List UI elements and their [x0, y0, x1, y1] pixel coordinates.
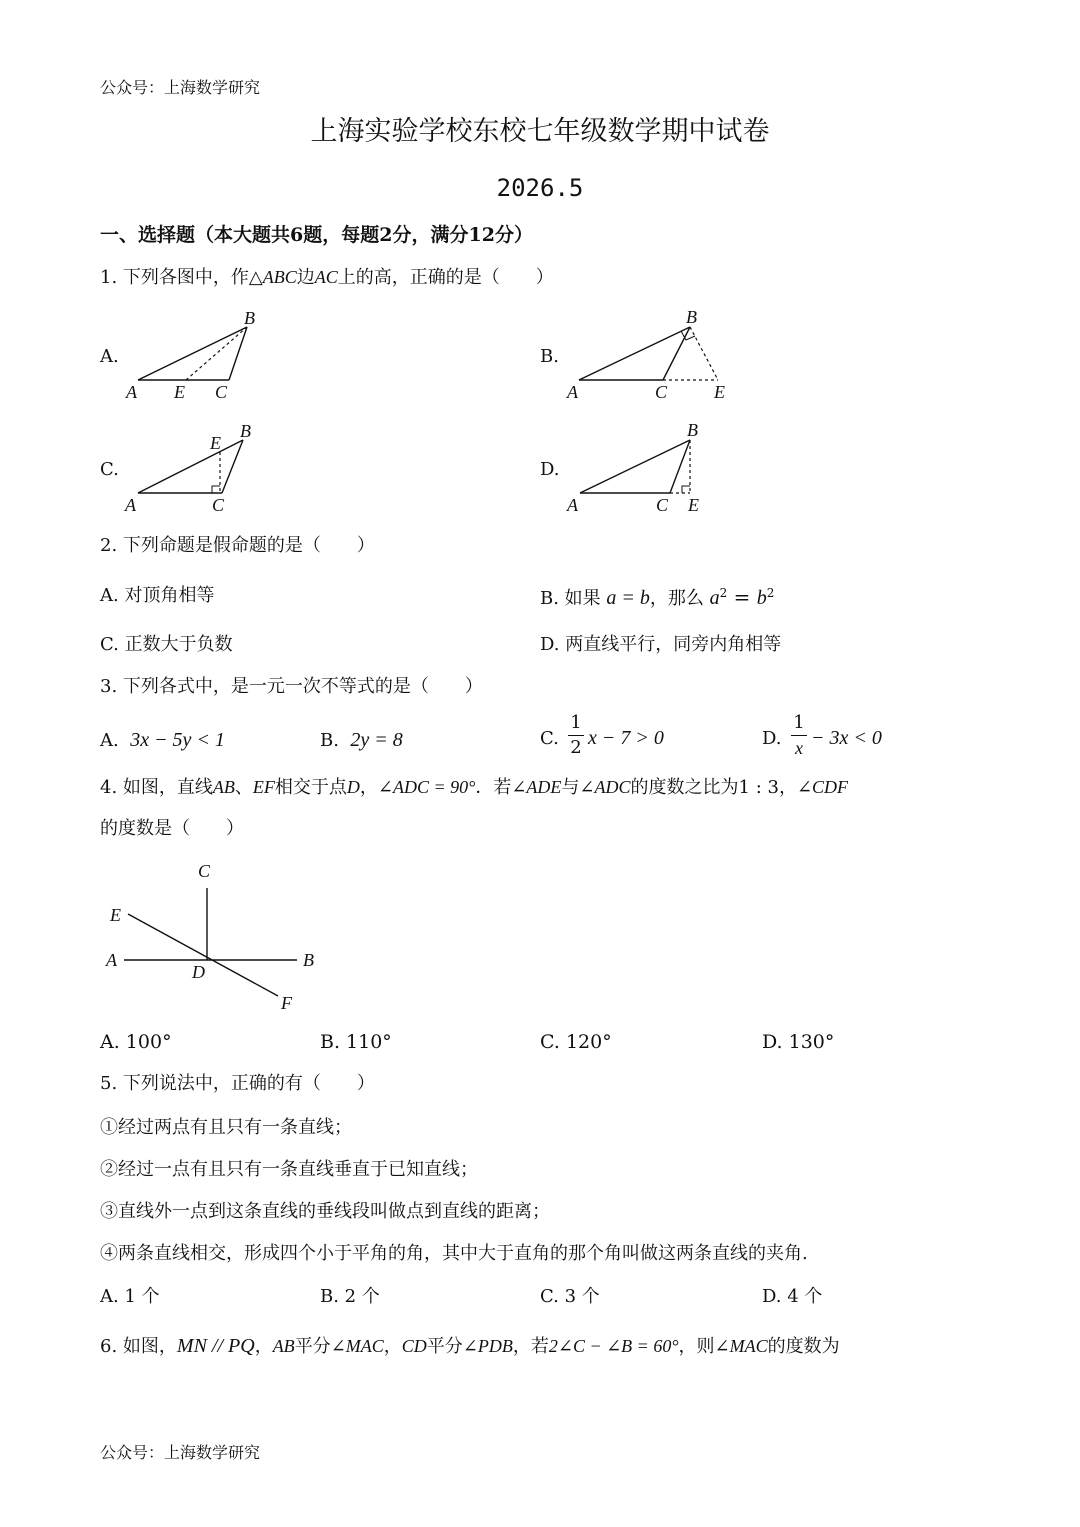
q5-option-a[interactable]: A. 1 个 — [100, 1286, 160, 1307]
point-c: C — [215, 382, 228, 402]
point-f: F — [281, 993, 292, 1013]
q1-option-a-label[interactable]: A. — [100, 346, 119, 367]
q2-option-d[interactable]: D. 两直线平行，同旁内角相等 — [540, 634, 782, 655]
header-text: 公众号：上海数学研究 — [100, 78, 261, 97]
point-e: E — [714, 382, 725, 402]
q1-option-c-label[interactable]: C. — [100, 459, 119, 480]
q5-stem: 5. 下列说法中，正确的有（ ） — [100, 1073, 375, 1094]
q6-stem: 6. 如图，MN // PQ，AB平分∠MAC，CD平分∠PDB，若2∠C − ∠B = 60°，则∠MAC的度数为 — [100, 1335, 840, 1357]
point-e: E — [688, 495, 699, 515]
q1-option-d-label[interactable]: D. — [540, 459, 560, 480]
point-b: B — [686, 307, 697, 327]
point-b: B — [240, 421, 251, 441]
q5-statement-1: ①经过两点有且只有一条直线； — [100, 1117, 352, 1138]
q3-option-d-label[interactable]: D. — [762, 728, 782, 749]
point-e: E — [110, 905, 121, 925]
q4-stem-line2: 的度数是（ ） — [100, 818, 244, 839]
page-title: 上海实验学校东校七年级数学期中试卷 — [310, 116, 770, 147]
point-c: C — [655, 382, 668, 402]
q3-option-c-label[interactable]: C. — [540, 728, 559, 749]
point-b: B — [303, 950, 314, 970]
q3-option-c-fraction: 1 2 — [568, 714, 584, 757]
q4-option-d[interactable]: D. 130° — [762, 1031, 835, 1053]
q4-option-c[interactable]: C. 120° — [540, 1031, 612, 1053]
point-a: A — [126, 382, 137, 402]
q5-option-b[interactable]: B. 2 个 — [320, 1286, 380, 1307]
q2-option-c[interactable]: C. 正数大于负数 — [100, 634, 233, 655]
q3-option-b[interactable]: B. 2y = 8 — [320, 729, 403, 751]
point-a: A — [567, 495, 578, 515]
q5-option-d[interactable]: D. 4 个 — [762, 1286, 823, 1307]
point-e: E — [174, 382, 185, 402]
q5-statement-2: ②经过一点有且只有一条直线垂直于已知直线； — [100, 1159, 478, 1180]
point-c: C — [212, 495, 225, 515]
point-a: A — [106, 950, 117, 970]
q1-stem: 1. 下列各图中，作△ABC边AC上的高，正确的是（ ） — [100, 267, 554, 288]
q2-stem: 2. 下列命题是假命题的是（ ） — [100, 535, 375, 556]
q2-option-a[interactable]: A. 对顶角相等 — [100, 585, 215, 606]
point-c: C — [656, 495, 669, 515]
q2-option-b[interactable]: B. 如果 a = b，那么 $a^2 = b^2$ — [540, 585, 775, 609]
q3-option-d-fraction: 1 x — [791, 714, 807, 757]
point-d: D — [192, 962, 205, 982]
q4-option-a[interactable]: A. 100° — [100, 1031, 172, 1053]
q4-option-b[interactable]: B. 110° — [320, 1031, 392, 1053]
q3-option-a[interactable]: A. 3x − 5y < 1 — [100, 729, 225, 751]
section-heading: 一、选择题（本大题共6题，每题2分，满分12分） — [100, 224, 533, 246]
footer-text: 公众号：上海数学研究 — [100, 1443, 261, 1462]
point-c: C — [198, 861, 211, 881]
point-a: A — [125, 495, 136, 515]
q5-statement-3: ③直线外一点到这条直线的垂线段叫做点到直线的距离； — [100, 1201, 550, 1222]
q4-stem: 4. 如图，直线AB、EF相交于点D，∠ADC = 90°．若∠ADE与∠ADC的度数之比为1 : 3，∠CDF — [100, 777, 849, 798]
point-a: A — [567, 382, 578, 402]
q1-option-b-label[interactable]: B. — [540, 346, 559, 367]
q5-option-c[interactable]: C. 3 个 — [540, 1286, 600, 1307]
q3-option-c-expr: x − 7 > 0 — [588, 727, 664, 749]
exam-date: 2026.5 — [496, 174, 584, 202]
point-e: E — [210, 433, 221, 453]
point-b: B — [244, 308, 255, 328]
q3-stem: 3. 下列各式中，是一元一次不等式的是（ ） — [100, 676, 483, 697]
point-b: B — [687, 420, 698, 440]
q3-option-d-expr: − 3x < 0 — [811, 727, 882, 749]
q5-statement-4: ④两条直线相交，形成四个小于平角的角，其中大于直角的那个角叫做这两条直线的夹角. — [100, 1243, 808, 1264]
